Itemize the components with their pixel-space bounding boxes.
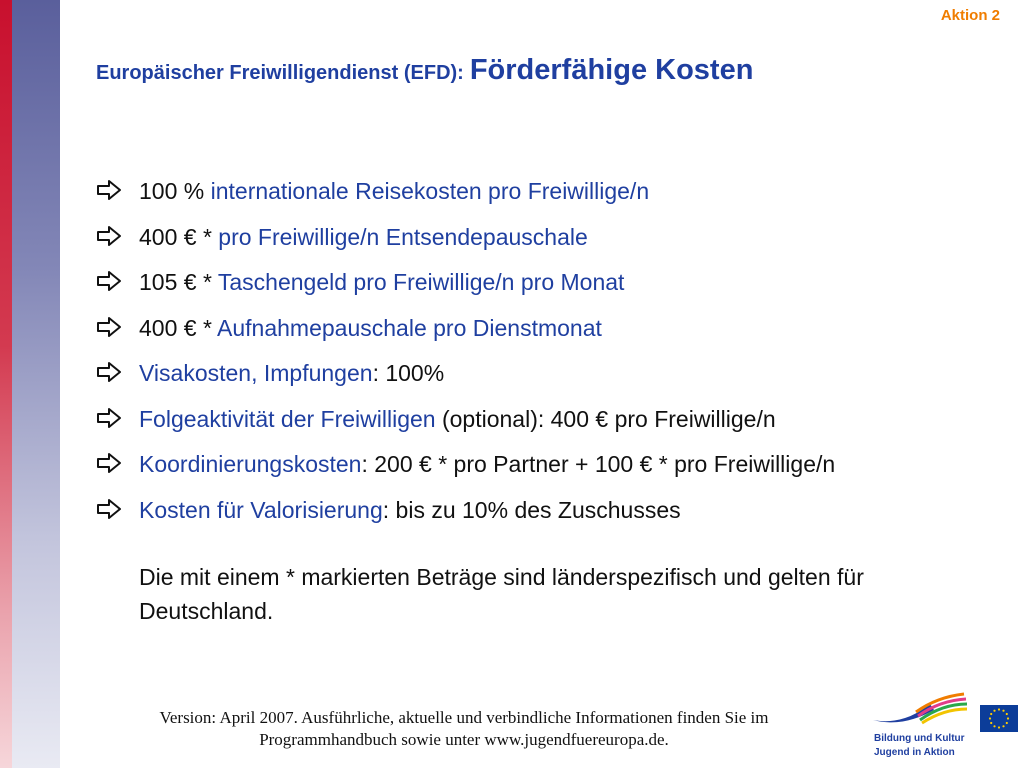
side-bar-red <box>0 0 12 768</box>
cost-bullet-segment: pro Freiwillige/n Entsendepauschale <box>218 223 588 250</box>
logo-text-line-1: Bildung und Kultur <box>874 733 965 744</box>
eu-star-icon <box>1006 713 1008 715</box>
hollow-right-arrow-icon <box>96 179 122 201</box>
eu-star-icon <box>998 708 1000 710</box>
cost-bullet-segment: Kosten für Valorisierung <box>139 496 383 523</box>
title-prefix: Europäischer Freiwilligendienst (EFD): <box>96 62 464 84</box>
logo-text-line-2: Jugend in Aktion <box>874 747 955 758</box>
footer-line-2: Programmhandbuch sowie unter www.jugendfuereuropa.de. <box>259 730 669 749</box>
footer-version-note <box>84 707 844 751</box>
cost-bullet-segment: 105 € * <box>139 269 218 295</box>
cost-bullet-text <box>139 172 649 210</box>
eu-star-icon <box>993 710 995 712</box>
cost-bullet-segment: 400 € * <box>139 223 219 250</box>
page-title <box>96 54 753 87</box>
cost-bullet-segment: : 200 € * pro Partner + 100 € * pro Freiwillige/n <box>361 451 836 477</box>
footnote-note: Die mit einem * markierten Beträge sind länderspezifisch und gelten für Deutschland. <box>139 564 864 624</box>
cost-bullet-segment: 100 % <box>139 178 211 204</box>
eu-star-icon <box>998 726 1000 728</box>
action-tag: Aktion 2 <box>940 7 1000 24</box>
cost-bullet-segment: 400 € * <box>139 314 218 341</box>
eu-star-icon <box>1007 717 1009 719</box>
cost-bullet-segment: : bis zu 10% des Zuschusses <box>382 496 681 523</box>
cost-bullet-segment: Aufnahmepauschale pro Dienstmonat <box>217 314 602 341</box>
cost-bullet-segment: Folgeaktivität der Freiwilligen <box>139 405 436 432</box>
hollow-right-arrow-icon <box>96 498 122 520</box>
cost-bullet-text <box>139 491 681 529</box>
hollow-right-arrow-icon <box>96 225 122 247</box>
hollow-right-arrow-icon <box>96 361 122 383</box>
hollow-right-arrow-icon <box>96 407 122 429</box>
hollow-right-arrow-icon <box>96 270 122 292</box>
cost-bullet-segment: internationale Reisekosten pro Freiwillige/n <box>210 178 650 204</box>
eu-star-icon <box>989 717 991 719</box>
cost-bullet-text <box>139 445 835 483</box>
cost-bullet-text <box>139 263 624 301</box>
side-bar-blue <box>12 0 60 768</box>
cost-bullet-segment: Visakosten, Impfungen <box>139 360 373 386</box>
eu-star-icon <box>990 722 992 724</box>
cost-bullet-segment: Taschengeld pro Freiwillige/n pro Monat <box>217 269 625 295</box>
cost-bullet-segment: (optional): 400 € pro Freiwillige/n <box>435 405 776 432</box>
eu-star-icon <box>1002 710 1004 712</box>
footer-line-1: Version: April 2007. Ausführliche, aktuelle und verbindliche Informationen finden Sie im <box>159 708 769 727</box>
eu-star-icon <box>1006 722 1008 724</box>
eu-star-icon <box>990 713 992 715</box>
cost-bullet-segment: : 100% <box>372 360 445 386</box>
eu-star-icon <box>993 725 995 727</box>
cost-bullet-text <box>139 400 776 438</box>
cost-bullet-text <box>139 218 588 256</box>
title-main: Förderfähige Kosten <box>469 54 754 86</box>
eu-flag-icon <box>980 705 1018 732</box>
youth-in-action-logo-icon <box>868 690 968 732</box>
hollow-right-arrow-icon <box>96 316 122 338</box>
cost-bullet-text <box>139 309 602 347</box>
hollow-right-arrow-icon <box>96 452 122 474</box>
cost-bullet-text <box>139 354 444 392</box>
cost-bullet-segment: Koordinierungskosten <box>139 451 362 477</box>
youth-in-action-logo <box>868 690 968 765</box>
eu-star-icon <box>1002 725 1004 727</box>
